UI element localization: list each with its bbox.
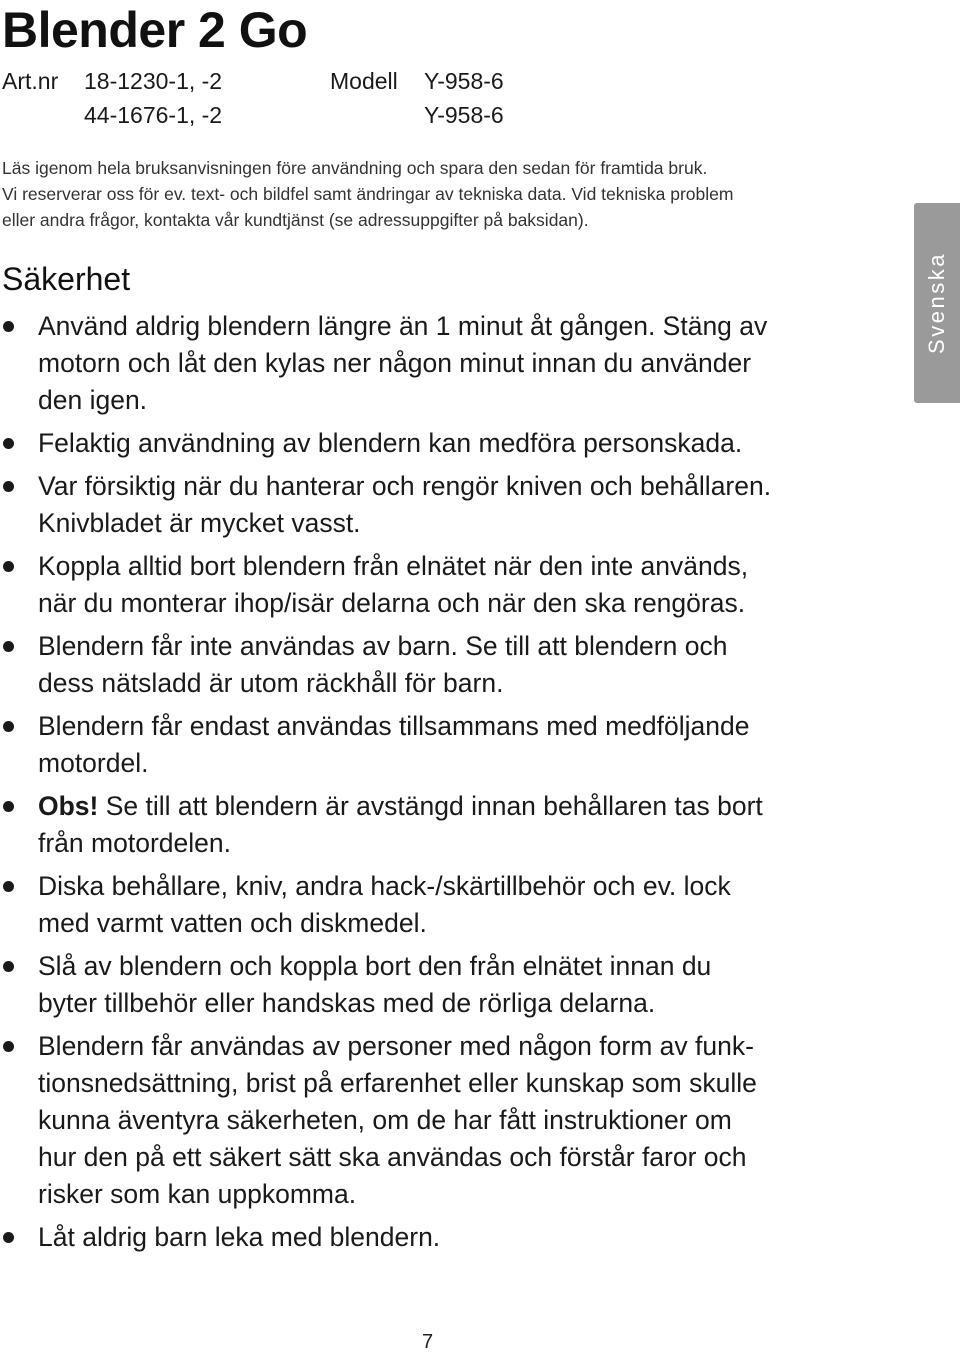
page-title: Blender 2 Go xyxy=(2,2,308,58)
section-heading: Säkerhet xyxy=(2,261,131,297)
warning-label: Obs! xyxy=(38,791,99,821)
bullet-line: Felaktig användning av blendern kan medföra personskada. xyxy=(38,428,743,458)
safety-bullet-list xyxy=(0,308,880,1262)
bullet-line: Koppla alltid bort blendern från elnätet när den inte används, xyxy=(38,551,749,581)
bullet-line: Knivbladet är mycket vasst. xyxy=(38,508,361,538)
bullet-dot-icon xyxy=(3,801,14,812)
bullet-dot-icon xyxy=(3,721,14,732)
bullet-line: Låt aldrig barn leka med blendern. xyxy=(38,1222,441,1252)
bullet-line: motordel. xyxy=(38,748,149,778)
intro-line: Läs igenom hela bruksanvisningen före användning och spara den sedan för framtida bruk. xyxy=(2,158,708,178)
bullet-line: den igen. xyxy=(38,385,148,415)
safety-bullet xyxy=(0,548,880,622)
page-number: 7 xyxy=(421,1331,434,1353)
safety-bullet xyxy=(0,868,880,942)
bullet-line: när du monterar ihop/isär delarna och när den ska rengöras. xyxy=(38,588,746,618)
safety-bullet xyxy=(0,788,880,862)
bullet-line: risker som kan uppkomma. xyxy=(38,1179,357,1209)
safety-bullet xyxy=(0,468,880,542)
bullet-dot-icon xyxy=(3,1041,14,1052)
intro-line: eller andra frågor, kontakta vår kundtjänst (se adressuppgifter på baksidan). xyxy=(2,210,589,230)
bullet-dot-icon xyxy=(3,961,14,972)
bullet-line: Slå av blendern och koppla bort den från elnätet innan du xyxy=(38,951,712,981)
model-number: Y-958-6 xyxy=(424,68,504,94)
bullet-line: kunna äventyra säkerheten, om de har fått instruktioner om xyxy=(38,1105,732,1135)
bullet-dot-icon xyxy=(3,881,14,892)
safety-bullet xyxy=(0,708,880,782)
bullet-dot-icon xyxy=(3,321,14,332)
art-number: 18-1230-1, -2 xyxy=(84,68,223,94)
bullet-text: Se till att blendern är avstängd innan behållaren tas bort xyxy=(105,791,763,821)
art-label: Art.nr xyxy=(2,68,59,94)
bullet-line: Blendern får användas av personer med någon form av funk- xyxy=(38,1031,754,1061)
model-number: Y-958-6 xyxy=(424,102,504,128)
intro-paragraph xyxy=(2,155,902,233)
safety-bullet xyxy=(0,1219,880,1256)
bullet-line: hur den på ett säkert sätt ska användas och förstår faror och xyxy=(38,1142,747,1172)
safety-bullet xyxy=(0,308,880,419)
bullet-line: Använd aldrig blendern längre än 1 minut åt gången. Stäng av xyxy=(38,311,768,341)
bullet-line xyxy=(38,788,880,825)
model-label: Modell xyxy=(330,68,398,94)
language-tab-label: Svenska xyxy=(924,252,949,354)
safety-bullet xyxy=(0,628,880,702)
bullet-line: med varmt vatten och diskmedel. xyxy=(38,908,427,938)
bullet-line: byter tillbehör eller handskas med de rörliga delarna. xyxy=(38,988,656,1018)
bullet-dot-icon xyxy=(3,1232,14,1243)
bullet-dot-icon xyxy=(3,481,14,492)
safety-bullet xyxy=(0,425,880,462)
bullet-line: motorn och låt den kylas ner någon minut innan du använder xyxy=(38,348,752,378)
bullet-dot-icon xyxy=(3,438,14,449)
bullet-line: Blendern får inte användas av barn. Se till att blendern och xyxy=(38,631,728,661)
safety-bullet xyxy=(0,948,880,1022)
safety-bullet xyxy=(0,1028,880,1213)
bullet-dot-icon xyxy=(3,561,14,572)
bullet-line: från motordelen. xyxy=(38,828,231,858)
language-tab xyxy=(914,203,960,403)
bullet-line: tionsnedsättning, brist på erfarenhet eller kunskap som skulle xyxy=(38,1068,757,1098)
bullet-line: Diska behållare, kniv, andra hack-/skärtillbehör och ev. lock xyxy=(38,871,731,901)
bullet-line: Blendern får endast användas tillsammans med medföljande xyxy=(38,711,750,741)
bullet-line: dess nätsladd är utom räckhåll för barn. xyxy=(38,668,504,698)
intro-line: Vi reserverar oss för ev. text- och bildfel samt ändringar av tekniska data. Vid tekniska problem xyxy=(2,184,734,204)
art-number: 44-1676-1, -2 xyxy=(84,102,223,128)
bullet-line: Var försiktig när du hanterar och rengör kniven och behållaren. xyxy=(38,471,772,501)
bullet-dot-icon xyxy=(3,641,14,652)
